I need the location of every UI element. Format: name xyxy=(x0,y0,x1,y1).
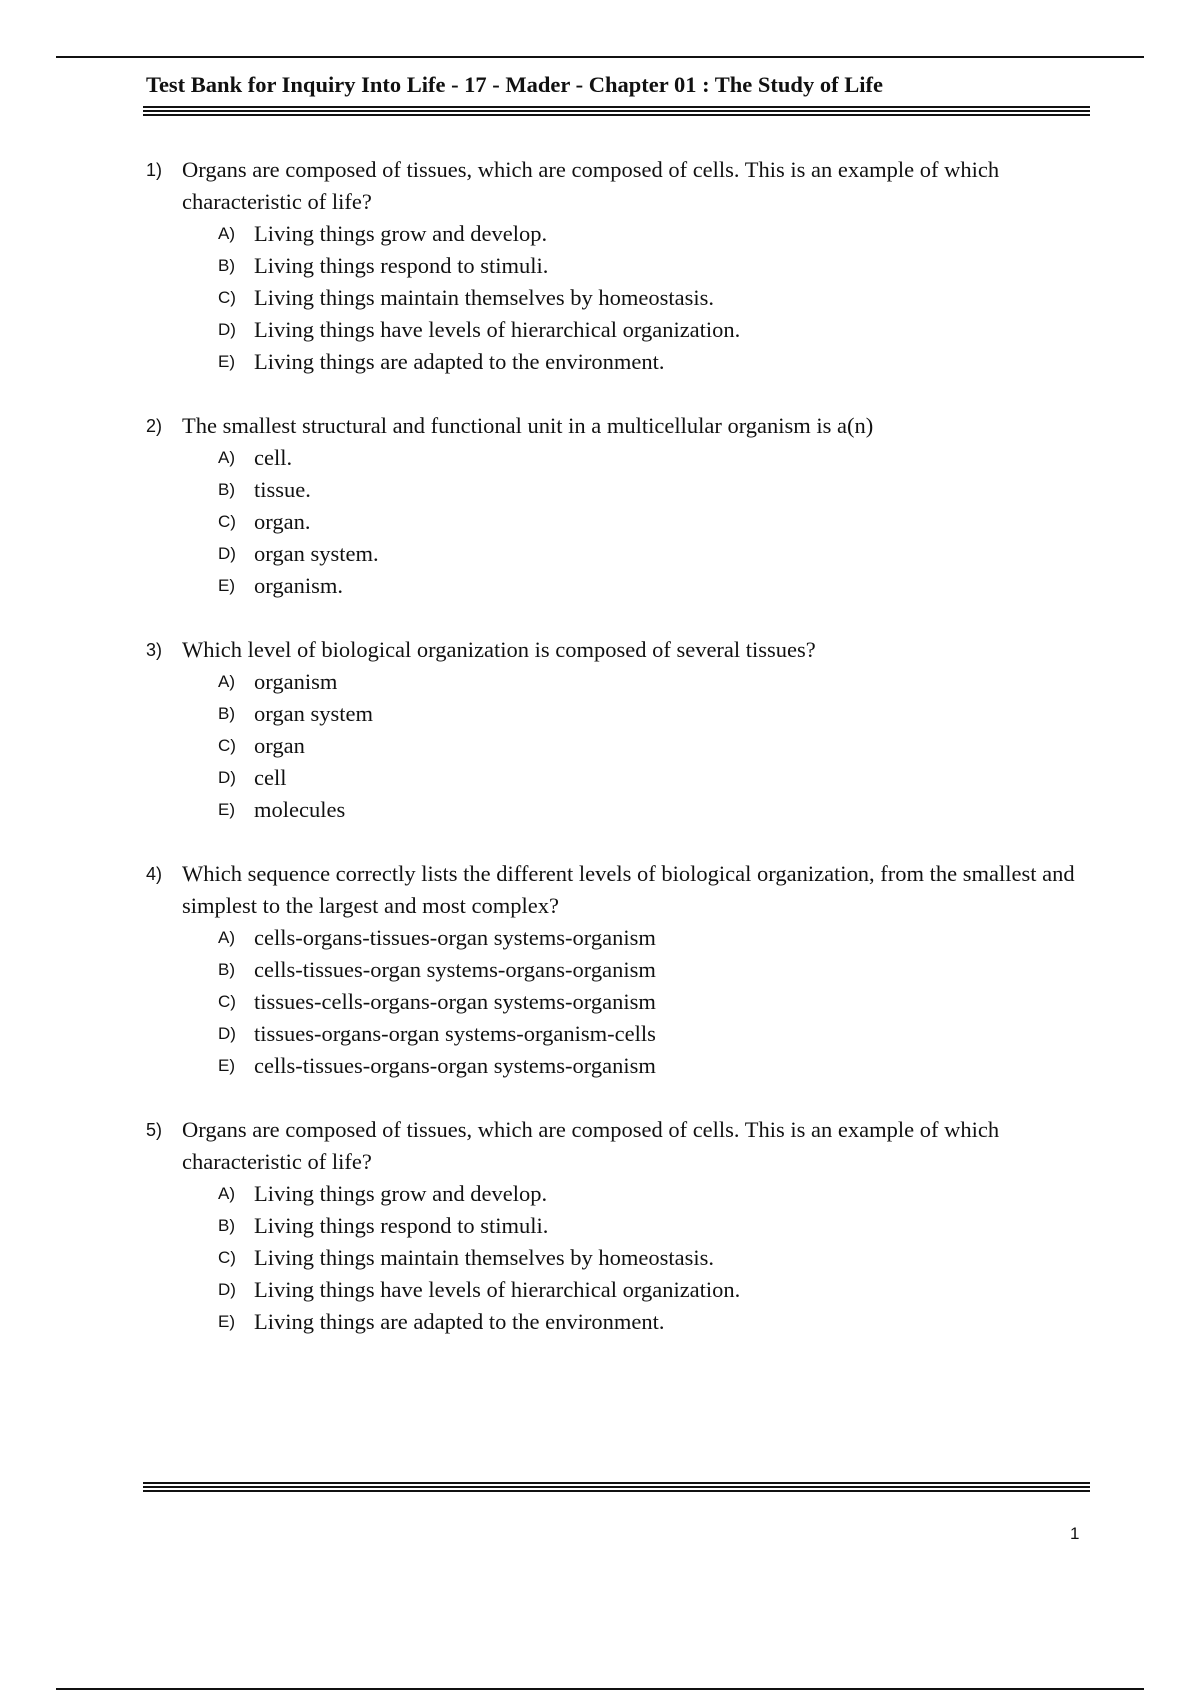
answer-choice-b xyxy=(146,954,1076,986)
answer-choice-c xyxy=(146,282,1076,314)
answer-choices xyxy=(146,218,1076,378)
page-number: 1 xyxy=(1070,1524,1080,1543)
question-text: Which level of biological organization is composed of several tissues? xyxy=(182,637,816,662)
choice-text: molecules xyxy=(254,797,346,822)
choice-letter: D) xyxy=(218,320,236,339)
choice-letter: A) xyxy=(218,1184,235,1203)
answer-choice-b xyxy=(146,698,1076,730)
page-title: Test Bank for Inquiry Into Life - 17 - Mader - Chapter 01 : The Study of Life xyxy=(146,72,883,97)
question-number: 3) xyxy=(146,640,163,660)
question-text: Which sequence correctly lists the different levels of biological organization, from the smallest and simplest to the largest and most complex? xyxy=(182,861,1075,918)
choice-letter: A) xyxy=(218,672,235,691)
choice-text: Living things grow and develop. xyxy=(254,221,548,246)
choice-letter: C) xyxy=(218,288,236,307)
answer-choice-d xyxy=(146,762,1076,794)
choice-letter: A) xyxy=(218,928,235,947)
choice-text: cell. xyxy=(254,445,293,470)
choice-text: Living things respond to stimuli. xyxy=(254,1213,549,1238)
choice-text: cells-tissues-organs-organ systems-organism xyxy=(254,1053,656,1078)
choice-letter: E) xyxy=(218,352,235,371)
answer-choice-e xyxy=(146,1050,1076,1082)
answer-choices xyxy=(146,442,1076,602)
choice-letter: D) xyxy=(218,1024,236,1043)
footer-divider xyxy=(143,1482,1090,1494)
question-number: 1) xyxy=(146,160,163,180)
answer-choice-c xyxy=(146,1242,1076,1274)
choice-letter: A) xyxy=(218,224,235,243)
choice-text: organism. xyxy=(254,573,343,598)
choice-letter: B) xyxy=(218,960,235,979)
answer-choice-b xyxy=(146,474,1076,506)
choice-letter: D) xyxy=(218,1280,236,1299)
question-3 xyxy=(146,634,1076,826)
answer-choices xyxy=(146,922,1076,1082)
choice-text: organ system. xyxy=(254,541,379,566)
choice-text: tissue. xyxy=(254,477,311,502)
answer-choice-a xyxy=(146,1178,1076,1210)
choice-letter: A) xyxy=(218,448,235,467)
answer-choice-c xyxy=(146,986,1076,1018)
answer-choice-d xyxy=(146,538,1076,570)
choice-text: tissues-cells-organs-organ systems-organism xyxy=(254,989,656,1014)
page-top-rule xyxy=(56,56,1144,58)
choice-text: Living things maintain themselves by homeostasis. xyxy=(254,285,714,310)
question-number: 2) xyxy=(146,416,163,436)
choice-letter: B) xyxy=(218,1216,235,1235)
choice-letter: E) xyxy=(218,800,235,819)
question-1 xyxy=(146,154,1076,378)
question-4 xyxy=(146,858,1076,1082)
choice-letter: C) xyxy=(218,992,236,1011)
answer-choices xyxy=(146,666,1076,826)
choice-letter: D) xyxy=(218,768,236,787)
choice-letter: C) xyxy=(218,512,236,531)
question-text: Organs are composed of tissues, which are composed of cells. This is an example of which characteristic of life? xyxy=(182,157,1000,214)
answer-choice-d xyxy=(146,1274,1076,1306)
page-bottom-rule xyxy=(56,1688,1144,1690)
answer-choice-c xyxy=(146,730,1076,762)
answer-choice-b xyxy=(146,250,1076,282)
choice-text: Living things grow and develop. xyxy=(254,1181,548,1206)
answer-choice-d xyxy=(146,314,1076,346)
answer-choice-a xyxy=(146,666,1076,698)
choice-text: cells-tissues-organ systems-organs-organism xyxy=(254,957,656,982)
answer-choice-c xyxy=(146,506,1076,538)
choice-text: organ system xyxy=(254,701,373,726)
choice-text: Living things maintain themselves by homeostasis. xyxy=(254,1245,714,1270)
choice-letter: E) xyxy=(218,1056,235,1075)
answer-choices xyxy=(146,1178,1076,1338)
answer-choice-d xyxy=(146,1018,1076,1050)
question-text: Organs are composed of tissues, which are composed of cells. This is an example of which characteristic of life? xyxy=(182,1117,1000,1174)
choice-letter: D) xyxy=(218,544,236,563)
choice-text: Living things have levels of hierarchical organization. xyxy=(254,317,741,342)
choice-text: tissues-organs-organ systems-organism-cells xyxy=(254,1021,656,1046)
answer-choice-e xyxy=(146,1306,1076,1338)
choice-letter: C) xyxy=(218,736,236,755)
choice-text: organ. xyxy=(254,509,311,534)
question-5 xyxy=(146,1114,1076,1338)
choice-text: organ xyxy=(254,733,305,758)
choice-text: cell xyxy=(254,765,287,790)
answer-choice-b xyxy=(146,1210,1076,1242)
question-2 xyxy=(146,410,1076,602)
answer-choice-e xyxy=(146,794,1076,826)
choice-text: Living things respond to stimuli. xyxy=(254,253,549,278)
answer-choice-a xyxy=(146,218,1076,250)
choice-letter: B) xyxy=(218,704,235,723)
choice-letter: B) xyxy=(218,256,235,275)
choice-text: Living things are adapted to the environment. xyxy=(254,1309,665,1334)
answer-choice-e xyxy=(146,346,1076,378)
choice-text: cells-organs-tissues-organ systems-organism xyxy=(254,925,656,950)
choice-text: Living things have levels of hierarchical organization. xyxy=(254,1277,741,1302)
choice-letter: C) xyxy=(218,1248,236,1267)
question-list xyxy=(146,154,1076,1370)
answer-choice-a xyxy=(146,922,1076,954)
question-number: 4) xyxy=(146,864,163,884)
choice-text: organism xyxy=(254,669,338,694)
answer-choice-a xyxy=(146,442,1076,474)
choice-letter: E) xyxy=(218,1312,235,1331)
question-text: The smallest structural and functional unit in a multicellular organism is a(n) xyxy=(182,413,874,438)
header-divider xyxy=(143,106,1090,118)
choice-letter: B) xyxy=(218,480,235,499)
question-number: 5) xyxy=(146,1120,163,1140)
choice-letter: E) xyxy=(218,576,235,595)
choice-text: Living things are adapted to the environment. xyxy=(254,349,665,374)
answer-choice-e xyxy=(146,570,1076,602)
